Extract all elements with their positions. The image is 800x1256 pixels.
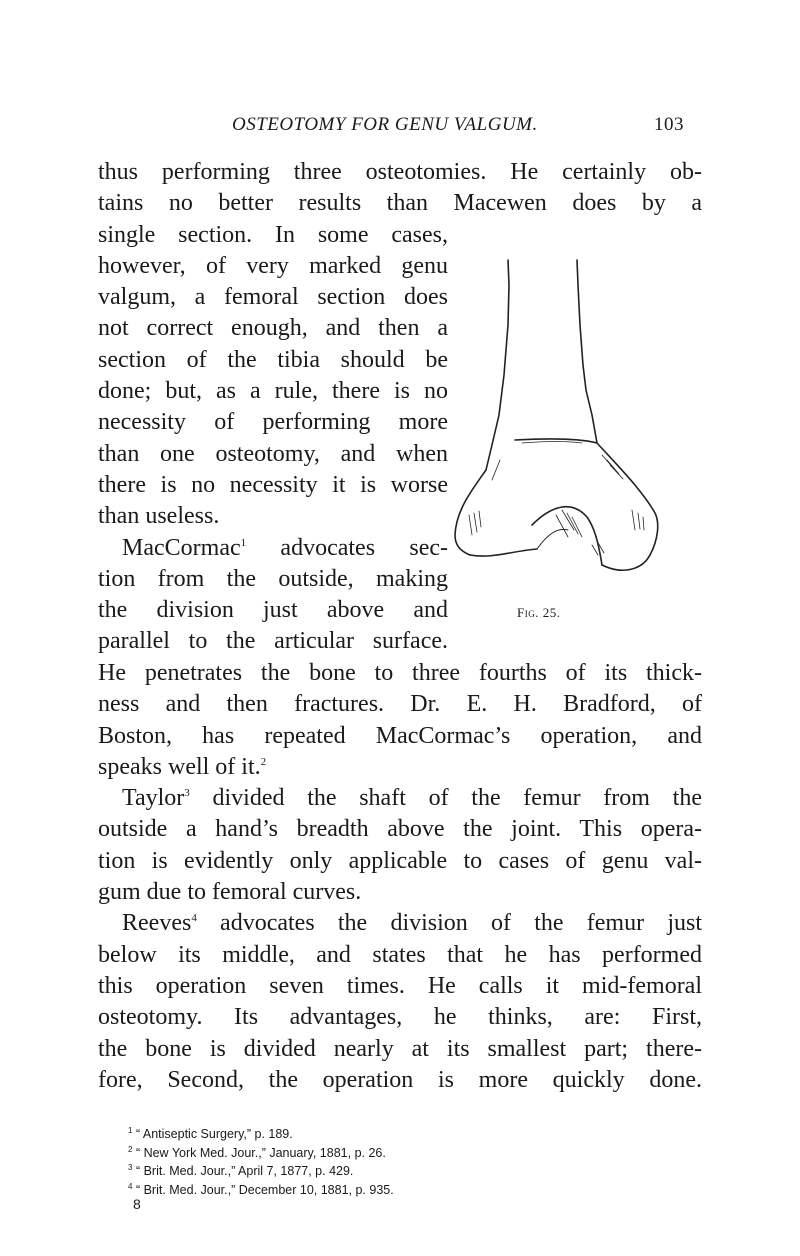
text-line: Reeves$^4$ advocates the division of the femur just — [122, 910, 702, 937]
footnotes — [128, 1125, 688, 1199]
footnote: $^2$ “ New York Med. Jour.,” January, 1881, p. 26. — [128, 1144, 386, 1160]
text-line: parallel to the articular surface. — [98, 628, 448, 655]
text-line: tion from the outside, making — [98, 565, 448, 592]
text-line: osteotomy. Its advantages, he thinks, are: First, — [98, 1004, 702, 1031]
footnote-ref: 4 — [191, 912, 197, 925]
paragraph-wrap-figure — [98, 220, 448, 658]
text-line: than useless. — [98, 503, 220, 530]
footnote-ref: 2 — [260, 755, 267, 768]
paragraph-bottom — [98, 658, 702, 1096]
text-line: valgum, a femoral section does — [98, 284, 448, 311]
text-line: fore, Second, the operation is more quickly done. — [98, 1066, 702, 1093]
page-number: 103 — [654, 114, 684, 135]
figure-caption: Fig. 25. — [517, 605, 561, 620]
femur-condyles-illustration — [452, 255, 684, 585]
text-line: ness and then fractures. Dr. E. H. Bradford, of — [98, 691, 702, 718]
footnote: $^3$ “ Brit. Med. Jour.,” April 7, 1877, p. 429. — [128, 1163, 354, 1178]
text-line: there is no necessity it is worse — [98, 471, 448, 498]
text-line: He penetrates the bone to three fourths of its thick- — [98, 660, 702, 686]
text-line: Boston, has repeated MacCormac’s operation, and — [98, 722, 702, 749]
text-line: tains no better results than Macewen does by a — [98, 190, 702, 217]
text-line: single section. In some cases, — [98, 221, 448, 248]
text-line: thus performing three osteotomies. He certainly ob- — [98, 159, 702, 185]
footnote-ref: 1 — [240, 536, 247, 549]
footnote-ref: 3 — [184, 787, 190, 800]
text-line: necessity of performing more — [98, 409, 448, 436]
text-line: not correct enough, and then a — [98, 315, 448, 342]
text-line: the bone is divided nearly at its smallest part; there- — [98, 1035, 702, 1062]
text-line: below its middle, and states that he has performed — [98, 941, 702, 968]
footnote: $^1$ “ Antiseptic Surgery,” p. 189. — [128, 1126, 293, 1141]
text-line: speaks well of it.$^2$ — [98, 753, 267, 780]
text-line: gum due to femoral curves. — [98, 879, 362, 906]
running-head — [0, 114, 800, 144]
footnote: $^4$ “ Brit. Med. Jour.,” December 10, 1881, p. 935. — [128, 1181, 394, 1197]
text-line: section of the tibia should be — [98, 346, 448, 373]
text-line: Taylor$^3$ divided the shaft of the femur from the — [122, 785, 702, 812]
text-line: than one osteotomy, and when — [98, 440, 448, 467]
signature-mark: 8 — [133, 1196, 141, 1212]
text-line: this operation seven times. He calls it mid-femoral — [98, 972, 702, 999]
text-line: outside a hand’s breadth above the joint. This opera- — [98, 816, 702, 843]
running-head-title: OSTEOTOMY FOR GENU VALGUM. — [232, 114, 538, 135]
text-line: done; but, as a rule, there is no — [98, 378, 448, 405]
text-line: the division just above and — [98, 597, 448, 624]
text-line: tion is evidently only applicable to cases of genu val- — [98, 847, 702, 874]
text-line: however, of very marked genu — [98, 252, 448, 279]
text-line: MacCormac$^1$ advocates sec- — [122, 534, 448, 561]
paragraph-top — [98, 157, 702, 220]
